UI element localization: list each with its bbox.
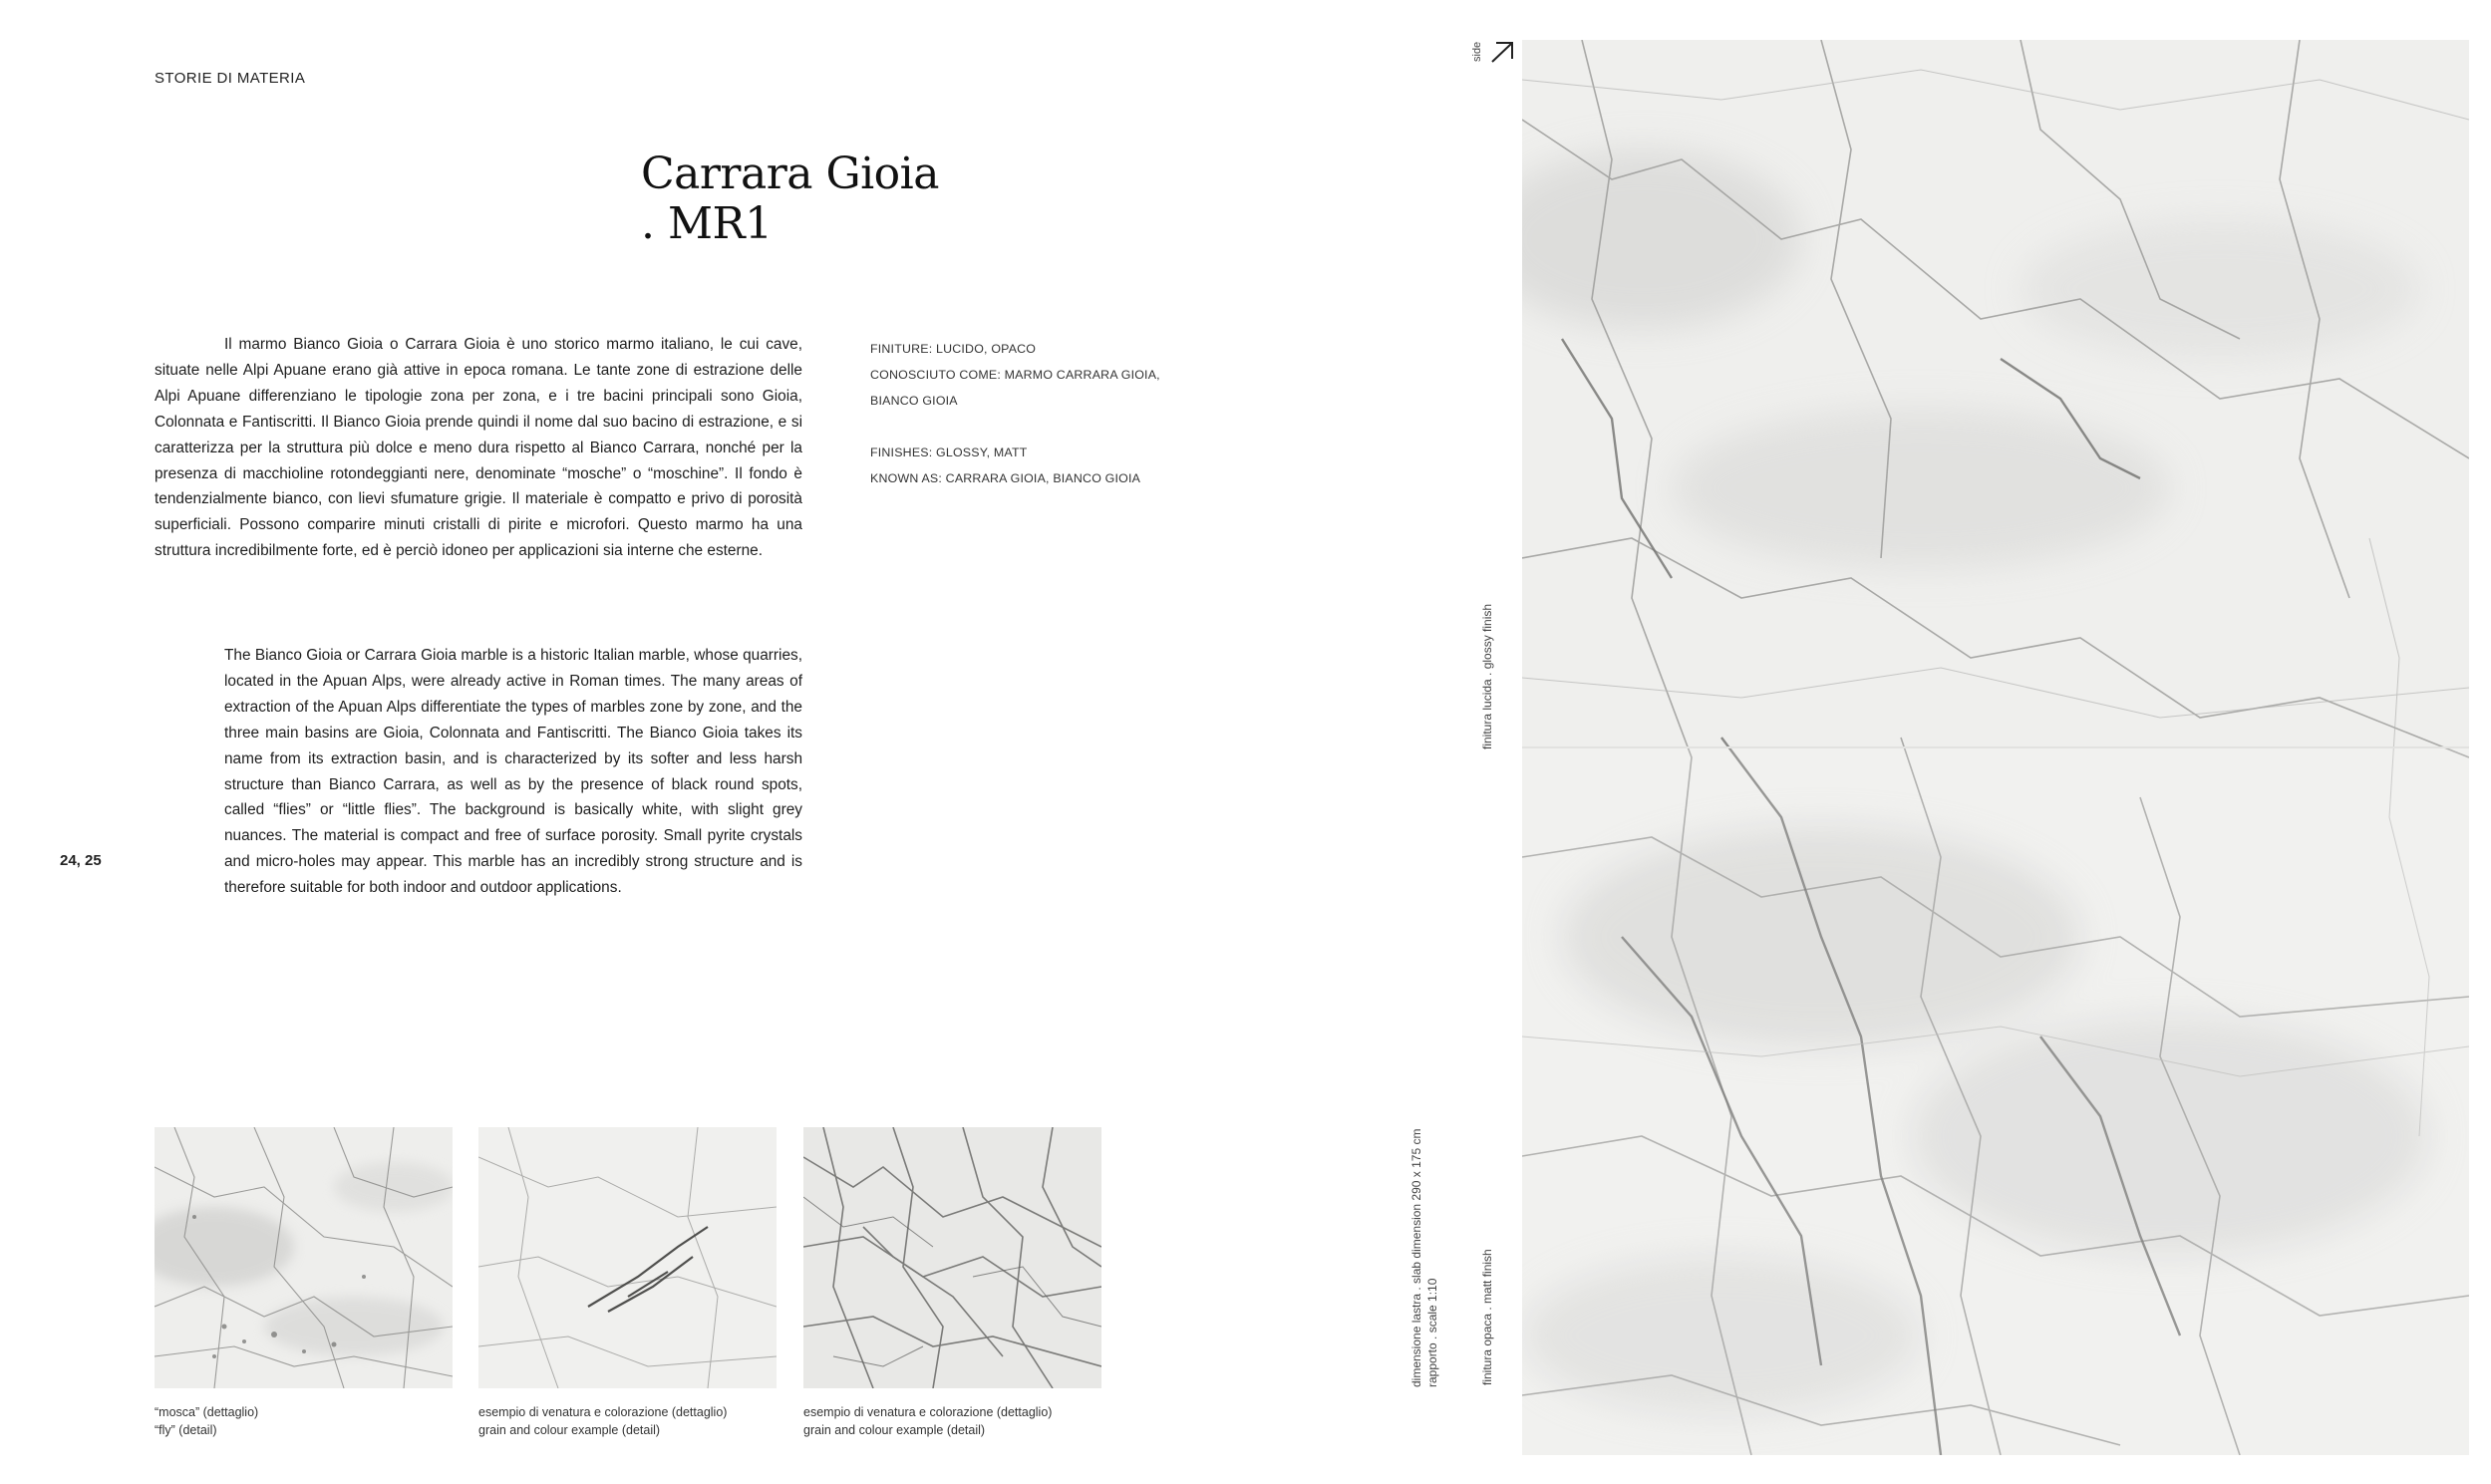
side-label: side bbox=[1471, 41, 1483, 62]
thumbnail-caption-2 bbox=[478, 1403, 727, 1439]
spec-finishes: FINISHES: GLOSSY, MATT bbox=[870, 445, 1028, 459]
italian-description: Il marmo Bianco Gioia o Carrara Gioia è uno storico marmo italiano, le cui cave, situate nelle Alpi Apuane erano già attive in epoca romana. Le tante zone di estrazione delle Alpi Apuane differenziano le tipologie zona per zona, e i tre bacini principali sono Gioia, Colonnata e Fantiscritti. Il Bianco Gioia prende quindi il nome dal suo bacino di estrazione, e si caratterizza per la struttura più dolce e meno dura rispetto al Bianco Carrara, nonché per la presenza di macchioline rotondeggianti nere, denominate “mosche” o “moschine”. Il fondo è tendenzialmente bianco, con lievi sfumature grigie. Il materiale è compatto e privo di porosità superficiali. Possono comparire minuti cristalli di pirite e microfori. Questo marmo ha una struttura incredibilmente forte, ed è perciò idoneo per applicazioni sia interne che esterne. bbox=[155, 336, 802, 560]
caption-en: “fly” (detail) bbox=[155, 1423, 217, 1437]
english-description: The Bianco Gioia or Carrara Gioia marble is a historic Italian marble, whose quarries, located in the Apuan Alps, were already active in Roman times. The many areas of extraction of the Apuan Alps differentiate the types of marbles zone by zone, and the three main basins are Gioia, Colonnata and Fantiscritti. The Bianco Gioia takes its name from its extraction basin, and is characterized by its softer and less harsh structure than Bianco Carrara, as well as by the presence of black round spots, called “flies” or “little flies”. The background is basically white, with slight grey nuances. The material is compact and free of surface porosity. Small pyrite crystals and micro-holes may appear. This marble has an incredibly strong structure and is therefore suitable for both indoor and outdoor applications. bbox=[224, 647, 802, 897]
material-specs bbox=[870, 336, 1160, 491]
spec-conosciuto-1: CONOSCIUTO COME: MARMO CARRARA GIOIA, bbox=[870, 368, 1160, 382]
marble-thumbnail-fly bbox=[155, 1127, 453, 1388]
dimension-line-2: rapporto . scale 1:10 bbox=[1425, 1278, 1439, 1387]
marble-slab-image bbox=[1522, 40, 2469, 1455]
caption-it: “mosca” (dettaglio) bbox=[155, 1405, 259, 1419]
page-title bbox=[641, 149, 939, 249]
marble-thumbnail-grain-1 bbox=[478, 1127, 777, 1388]
matt-finish-label: finitura opaca . matt finish bbox=[1480, 1249, 1494, 1385]
marble-thumbnail-grain-2 bbox=[803, 1127, 1101, 1388]
section-label: STORIE DI MATERIA bbox=[155, 70, 306, 87]
caption-en: grain and colour example (detail) bbox=[478, 1423, 661, 1437]
slab-dimension-label bbox=[1408, 1129, 1440, 1387]
glossy-finish-label: finitura lucida . glossy finish bbox=[1480, 603, 1494, 749]
arrow-up-right-icon bbox=[1488, 40, 1516, 64]
thumbnail-caption-1 bbox=[155, 1403, 258, 1439]
caption-en: grain and colour example (detail) bbox=[803, 1423, 986, 1437]
spec-gap bbox=[870, 414, 1160, 440]
dimension-line-1: dimensione lastra . slab dimension 290 x 175 cm bbox=[1409, 1128, 1423, 1387]
spec-finiture: FINITURE: LUCIDO, OPACO bbox=[870, 342, 1037, 356]
caption-it: esempio di venatura e colorazione (dettaglio) bbox=[478, 1405, 728, 1419]
title-line-2: . MR1 bbox=[641, 198, 773, 249]
caption-it: esempio di venatura e colorazione (dettaglio) bbox=[803, 1405, 1053, 1419]
spec-conosciuto-2: BIANCO GIOIA bbox=[870, 394, 958, 408]
page-number: 24, 25 bbox=[60, 852, 102, 869]
thumbnail-caption-3 bbox=[803, 1403, 1052, 1439]
title-line-1: Carrara Gioia bbox=[641, 148, 939, 199]
spec-known-as: KNOWN AS: CARRARA GIOIA, BIANCO GIOIA bbox=[870, 471, 1141, 485]
